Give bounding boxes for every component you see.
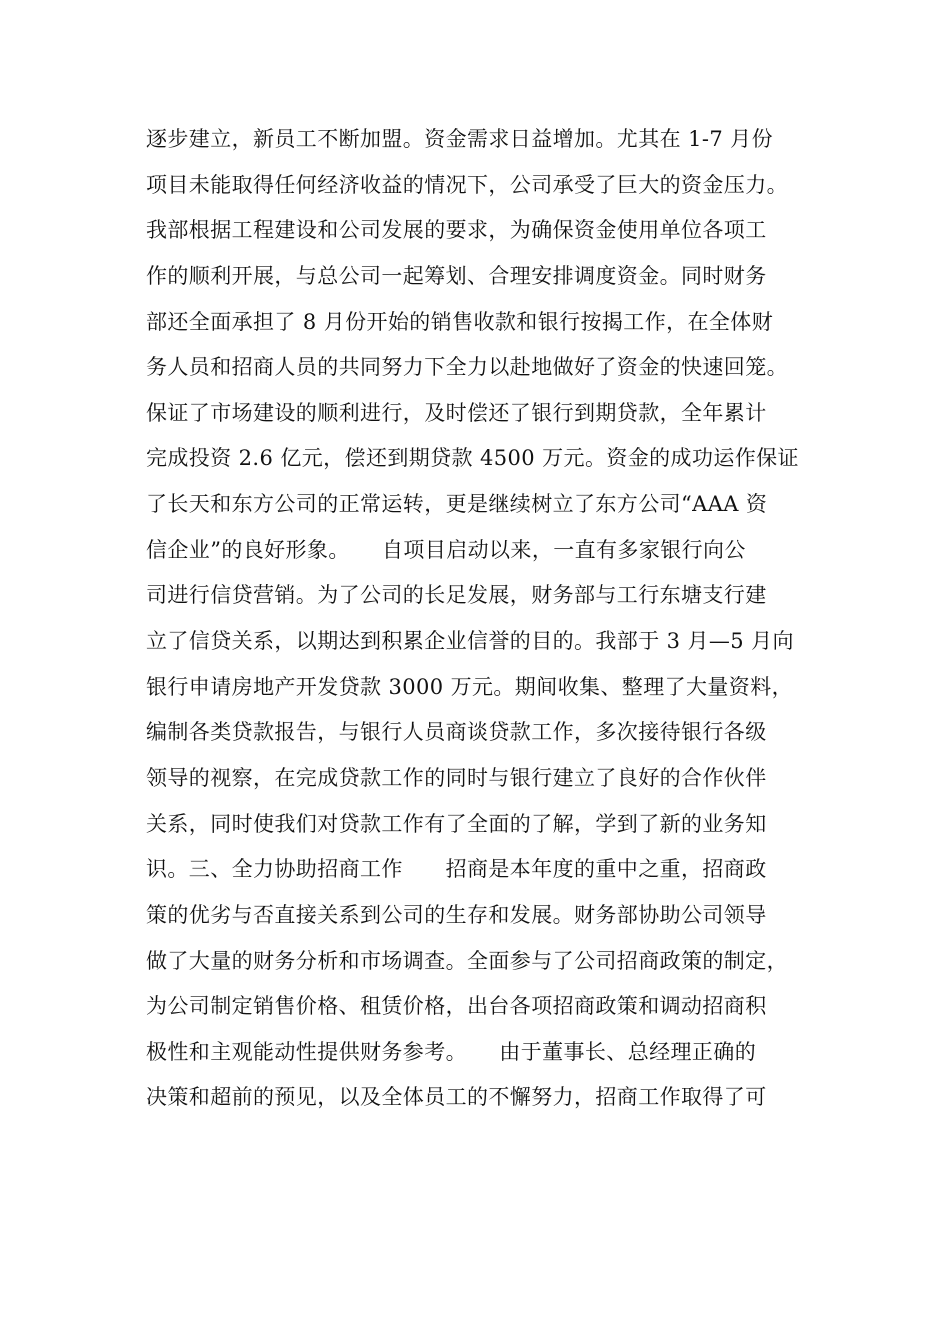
text-line: 务人员和招商人员的共同努力下全力以赴地做好了资金的快速回笼。 bbox=[146, 355, 788, 380]
text-line: 领导的视察，在完成贷款工作的同时与银行建立了良好的合作伙伴 bbox=[146, 765, 767, 790]
text-line: 银行申请房地产开发贷款 3000 万元。期间收集、整理了大量资料， bbox=[146, 674, 793, 699]
text-line: 为公司制定销售价格、租赁价格，出台各项招商政策和调动招商积 bbox=[146, 994, 767, 1019]
text-line: 编制各类贷款报告，与银行人员商谈贷款工作，多次接待银行各级 bbox=[146, 720, 767, 745]
text-line: 逐步建立，新员工不断加盟。资金需求日益增加。尤其在 1-7 月份 bbox=[146, 127, 773, 151]
text-line: 策的优劣与否直接关系到公司的生存和发展。财务部协助公司领导 bbox=[146, 902, 767, 927]
text-line: 保证了市场建设的顺利进行，及时偿还了银行到期贷款，全年累计 bbox=[146, 400, 767, 425]
text-line: 立了信贷关系，以期达到积累企业信誉的目的。我部于 3 月—5 月向 bbox=[146, 629, 794, 654]
text-line: 部还全面承担了 8 月份开始的销售收款和银行按揭工作，在全体财 bbox=[146, 309, 774, 334]
text-line: 做了大量的财务分析和市场调查。全面参与了公司招商政策的制定， bbox=[146, 948, 788, 973]
text-line: 信企业”的良好形象。 自项目启动以来，一直有多家银行向公 bbox=[146, 537, 746, 562]
body-text bbox=[146, 117, 846, 1121]
text-line: 项目未能取得任何经济收益的情况下，公司承受了巨大的资金压力。 bbox=[146, 172, 788, 197]
text-line: 作的顺利开展，与总公司一起筹划、合理安排调度资金。同时财务 bbox=[146, 263, 767, 288]
text-line: 决策和超前的预见，以及全体员工的不懈努力，招商工作取得了可 bbox=[146, 1085, 767, 1110]
text-line: 完成投资 2.6 亿元，偿还到期贷款 4500 万元。资金的成功运作保证 bbox=[146, 446, 799, 471]
text-line: 司进行信贷营销。为了公司的长足发展，财务部与工行东塘支行建 bbox=[146, 583, 767, 608]
text-line: 识。三、全力协助招商工作 招商是本年度的重中之重，招商政 bbox=[146, 857, 767, 882]
text-line: 我部根据工程建设和公司发展的要求，为确保资金使用单位各项工 bbox=[146, 218, 767, 243]
text-line: 关系，同时使我们对贷款工作有了全面的了解，学到了新的业务知 bbox=[146, 811, 767, 836]
text-line: 了长天和东方公司的正常运转，更是继续树立了东方公司“AAA 资 bbox=[146, 492, 768, 517]
text-line: 极性和主观能动性提供财务参考。 由于董事长、总经理正确的 bbox=[146, 1039, 757, 1064]
